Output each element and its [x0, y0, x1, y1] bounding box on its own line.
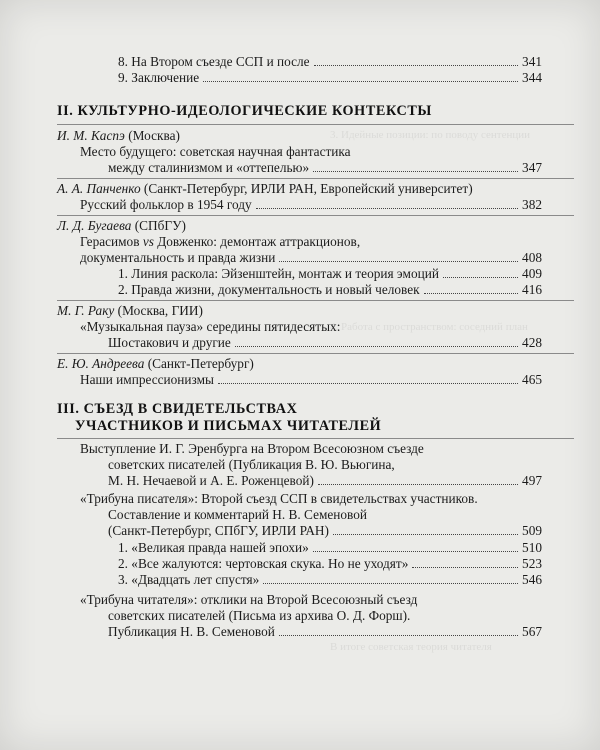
toc-item-text: Шостакович и другие: [108, 335, 231, 350]
toc-subitem[interactable]: [118, 572, 542, 588]
entry-author: [57, 356, 254, 372]
entry-title[interactable]: «Музыкальная пауза» середины пятидесятых:: [80, 319, 341, 334]
toc-item-text: 9. Заключение: [118, 70, 200, 85]
entry-title-line[interactable]: [108, 473, 542, 489]
divider: [57, 215, 574, 216]
author-name: А. А. Панченко: [57, 181, 141, 196]
divider: [57, 300, 574, 301]
entry-title[interactable]: Выступление И. Г. Эренбурга на Втором Всесоюзном съезде: [80, 441, 424, 456]
entry-title-line[interactable]: [80, 197, 542, 213]
toc-item-text: 2. «Все жалуются: чертовская скука. Но не уходят»: [118, 556, 409, 571]
page-number: 510: [522, 540, 542, 555]
page-number: 509: [522, 523, 542, 538]
section-heading-3-line1: III. СЪЕЗД В СВИДЕТЕЛЬСТВАХ: [57, 401, 298, 417]
page-number: 409: [522, 266, 542, 281]
bleed-through: В итоге советская теория читателя: [330, 641, 492, 653]
page-number: 347: [522, 160, 542, 175]
leader-dots: [313, 171, 518, 172]
toc-item-text: 1. «Великая правда нашей эпохи»: [118, 540, 309, 555]
toc-item-8[interactable]: [118, 54, 542, 70]
entry-title-line[interactable]: [108, 624, 542, 640]
toc-item-text: Наши импрессионизмы: [80, 372, 214, 387]
toc-item-text: документальность и правда жизни: [80, 250, 276, 265]
entry-title-line[interactable]: [108, 523, 542, 539]
page-number: 428: [522, 335, 542, 350]
entry-author: [57, 218, 186, 234]
bleed-through: 3. Идейные позиции: по поводу сентенции: [330, 129, 530, 141]
entry-title-line[interactable]: [80, 372, 542, 388]
divider: [57, 353, 574, 354]
entry-author: [57, 128, 180, 144]
entry-title[interactable]: Место будущего: советская научная фантастика: [80, 144, 351, 159]
divider: [57, 124, 574, 125]
leader-dots: [263, 583, 518, 584]
page-number: 344: [522, 70, 542, 85]
toc-item-text: между сталинизмом и «оттепелью»: [108, 160, 310, 175]
author-name: Е. Ю. Андреева: [57, 356, 145, 371]
divider: [57, 178, 574, 179]
leader-dots: [218, 383, 518, 384]
leader-dots: [256, 208, 518, 209]
title-vs: vs: [142, 234, 154, 249]
page-number: 416: [522, 282, 542, 297]
author-name: Л. Д. Бугаева: [57, 218, 132, 233]
entry-title[interactable]: советских писателей (Публикация В. Ю. Вьюгина,: [108, 457, 395, 472]
author-name: И. М. Каспэ: [57, 128, 125, 143]
entry-title[interactable]: «Трибуна писателя»: Второй съезд ССП в свидетельствах участников.: [80, 491, 478, 506]
bleed-through: 4. Работа с пространством: соседний план: [330, 321, 528, 333]
toc-subitem[interactable]: [118, 266, 542, 282]
author-affiliation: (Москва): [124, 128, 180, 143]
entry-title-line[interactable]: [108, 335, 542, 351]
toc-item-text: Публикация Н. В. Семеновой: [108, 624, 275, 639]
toc-item-text: 1. Линия раскола: Эйзенштейн, монтаж и теория эмоций: [118, 266, 439, 281]
toc-item-text: 3. «Двадцать лет спустя»: [118, 572, 260, 587]
leader-dots: [203, 81, 518, 82]
toc-item-text: (Санкт-Петербург, СПбГУ, ИРЛИ РАН): [108, 523, 329, 538]
leader-dots: [235, 346, 518, 347]
title-part: Герасимов: [80, 234, 143, 249]
divider: [57, 438, 574, 439]
toc-item-text: Русский фольклор в 1954 году: [80, 197, 252, 212]
entry-title-line[interactable]: [80, 250, 542, 266]
entry-author: [57, 303, 203, 319]
page-number: 567: [522, 624, 542, 639]
page-number: 497: [522, 473, 542, 488]
toc-item-text: 2. Правда жизни, документальность и новый человек: [118, 282, 420, 297]
entry-title[interactable]: «Трибуна читателя»: отклики на Второй Всесоюзный съезд: [80, 592, 418, 607]
author-name: М. Г. Раку: [57, 303, 115, 318]
leader-dots: [279, 635, 518, 636]
toc-item-9[interactable]: [118, 70, 542, 86]
section-heading-2: II. КУЛЬТУРНО-ИДЕОЛОГИЧЕСКИЕ КОНТЕКСТЫ: [57, 103, 432, 119]
leader-dots: [424, 293, 518, 294]
section-heading-3-line2: УЧАСТНИКОВ И ПИСЬМАХ ЧИТАТЕЛЕЙ: [75, 418, 382, 434]
leader-dots: [443, 277, 518, 278]
entry-title[interactable]: [80, 234, 360, 250]
leader-dots: [318, 484, 518, 485]
leader-dots: [279, 261, 518, 262]
leader-dots: [313, 551, 518, 552]
author-affiliation: (СПбГУ): [131, 218, 186, 233]
page-number: 523: [522, 556, 542, 571]
toc-subitem[interactable]: [118, 282, 542, 298]
leader-dots: [314, 65, 519, 66]
leader-dots: [412, 567, 518, 568]
toc-item-text: 8. На Втором съезде ССП и после: [118, 54, 310, 69]
toc-item-text: М. Н. Нечаевой и А. Е. Роженцевой): [108, 473, 314, 488]
page-number: 382: [522, 197, 542, 212]
entry-author: [57, 181, 473, 197]
page-number: 408: [522, 250, 542, 265]
entry-title[interactable]: советских писателей (Письма из архива О. Д. Форш).: [108, 608, 411, 623]
toc-subitem[interactable]: [118, 540, 542, 556]
author-affiliation: (Санкт-Петербург): [144, 356, 254, 371]
page-number: 546: [522, 572, 542, 587]
author-affiliation: (Санкт-Петербург, ИРЛИ РАН, Европейский университет): [140, 181, 473, 196]
entry-title[interactable]: Составление и комментарий Н. В. Семеновой: [108, 507, 368, 522]
title-part: Довженко: демонтаж аттракционов,: [153, 234, 361, 249]
author-affiliation: (Москва, ГИИ): [114, 303, 203, 318]
entry-title-line[interactable]: [108, 160, 542, 176]
page-number: 341: [522, 54, 542, 69]
toc-subitem[interactable]: [118, 556, 542, 572]
leader-dots: [333, 534, 518, 535]
page-number: 465: [522, 372, 542, 387]
